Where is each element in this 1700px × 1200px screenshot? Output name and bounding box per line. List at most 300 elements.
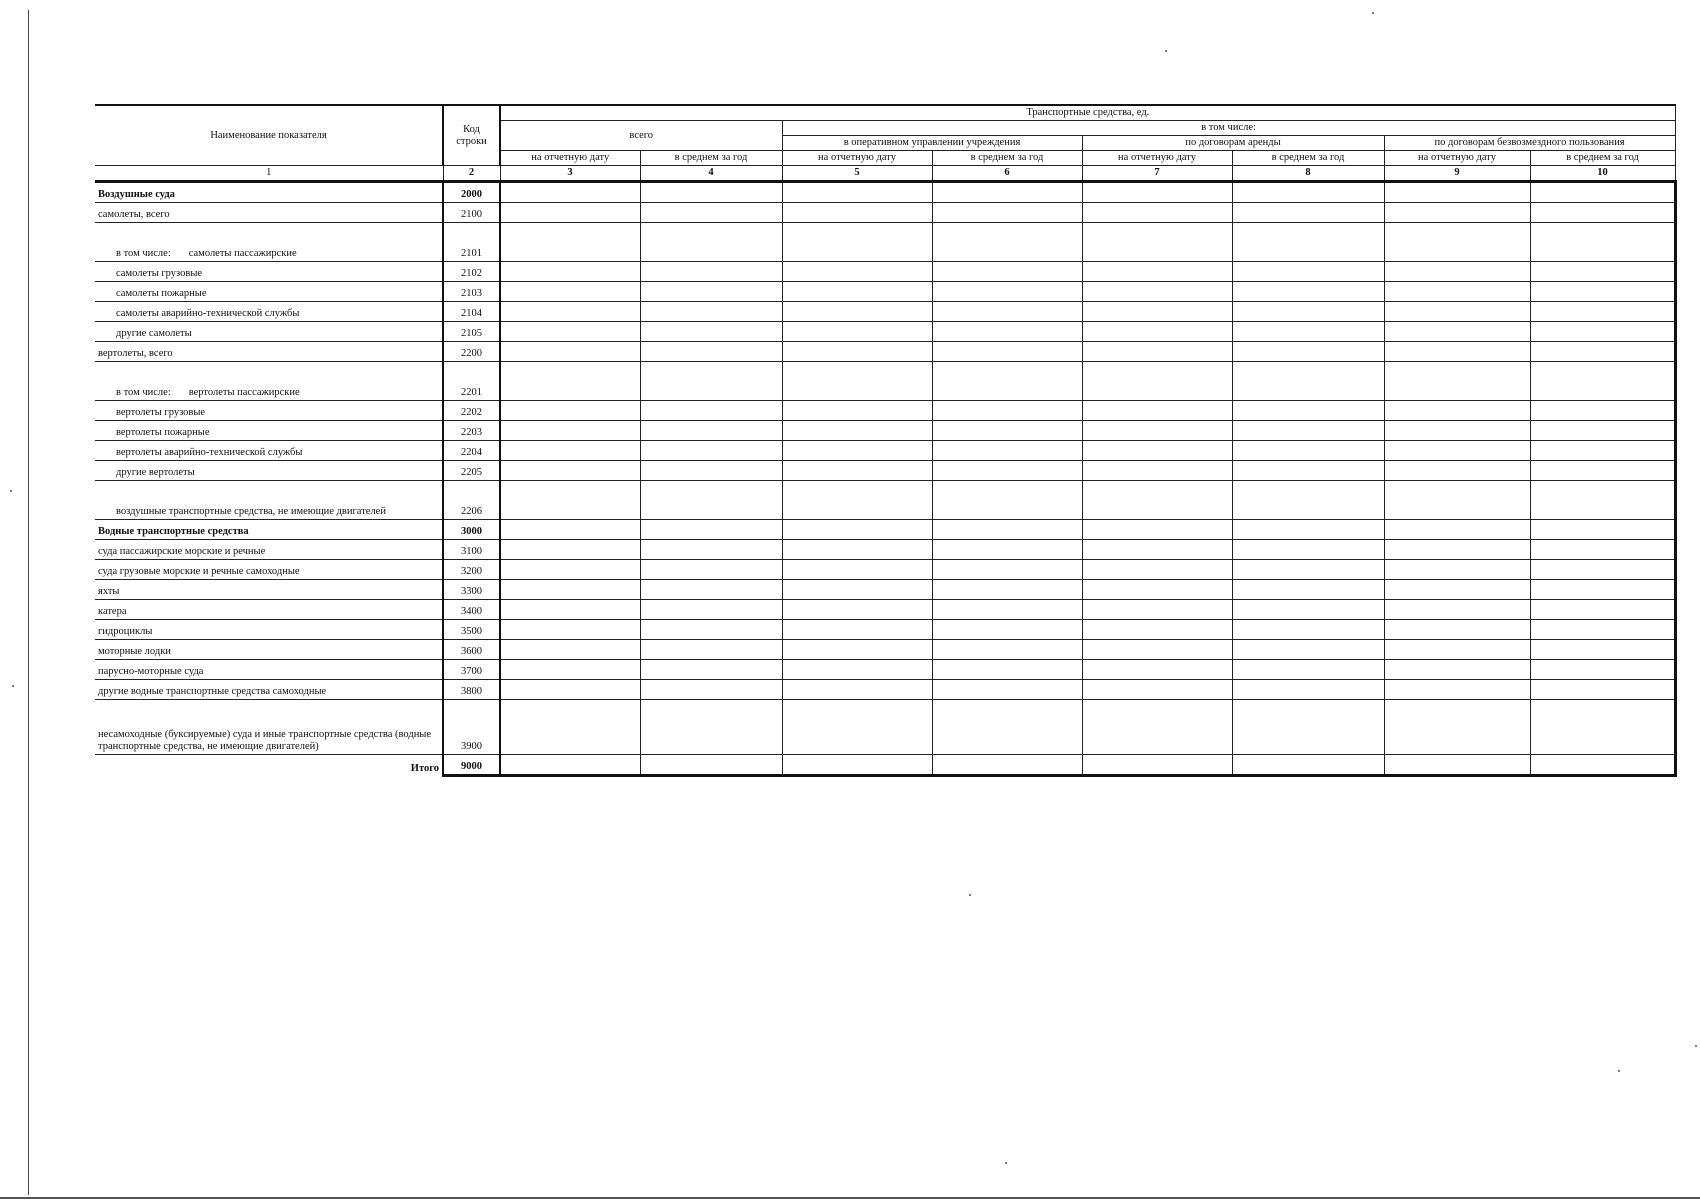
value-cell[interactable] <box>1384 680 1530 700</box>
value-cell[interactable] <box>640 362 782 401</box>
value-cell[interactable] <box>500 620 640 640</box>
value-cell[interactable] <box>1232 560 1384 580</box>
row-name <box>95 182 443 203</box>
value-cell[interactable] <box>932 600 1082 620</box>
value-cell[interactable] <box>1082 362 1232 401</box>
value-cell[interactable] <box>1530 262 1675 282</box>
value-cell[interactable] <box>932 461 1082 481</box>
value-cell[interactable] <box>1082 401 1232 421</box>
table-row <box>95 302 1675 322</box>
value-cell[interactable] <box>1082 182 1232 203</box>
value-cell[interactable] <box>932 203 1082 223</box>
value-cell[interactable] <box>1232 620 1384 640</box>
value-cell[interactable] <box>782 560 932 580</box>
value-cell[interactable] <box>640 620 782 640</box>
scan-speck <box>1005 1162 1007 1164</box>
value-cell[interactable] <box>932 421 1082 441</box>
scan-bottom-edge <box>0 1197 1700 1199</box>
value-cell[interactable] <box>1384 362 1530 401</box>
value-cell[interactable] <box>782 680 932 700</box>
value-cell[interactable] <box>1232 660 1384 680</box>
value-cell[interactable] <box>1082 680 1232 700</box>
value-cell[interactable] <box>500 401 640 421</box>
table-row <box>95 223 1675 262</box>
row-name-text: гидроциклы <box>98 626 153 638</box>
value-cell[interactable] <box>640 755 782 776</box>
row-name-text: Итого <box>410 762 439 774</box>
value-cell[interactable] <box>640 421 782 441</box>
value-cell[interactable] <box>640 481 782 520</box>
value-cell[interactable] <box>932 520 1082 540</box>
value-cell[interactable] <box>500 640 640 660</box>
value-cell[interactable] <box>782 223 932 262</box>
table-row <box>95 540 1675 560</box>
value-cell[interactable] <box>1232 755 1384 776</box>
header-avg-year: в среднем за год <box>932 151 1082 166</box>
value-cell[interactable] <box>640 600 782 620</box>
value-cell[interactable] <box>500 223 640 262</box>
value-cell[interactable] <box>1082 342 1232 362</box>
value-cell[interactable] <box>1384 620 1530 640</box>
value-cell[interactable] <box>1530 342 1675 362</box>
value-cell[interactable] <box>1530 540 1675 560</box>
value-cell[interactable] <box>1082 481 1232 520</box>
value-cell[interactable] <box>932 182 1082 203</box>
table-row <box>95 560 1675 580</box>
value-cell[interactable] <box>932 540 1082 560</box>
value-cell[interactable] <box>782 182 932 203</box>
scan-speck <box>1372 12 1374 14</box>
row-name-text: вертолеты грузовые <box>116 407 206 419</box>
value-cell[interactable] <box>1232 362 1384 401</box>
value-cell[interactable] <box>782 461 932 481</box>
value-cell[interactable] <box>500 481 640 520</box>
value-cell[interactable] <box>782 640 932 660</box>
table-row <box>95 441 1675 461</box>
value-cell[interactable] <box>640 282 782 302</box>
value-cell[interactable] <box>1384 282 1530 302</box>
value-cell[interactable] <box>1232 223 1384 262</box>
value-cell[interactable] <box>1232 322 1384 342</box>
row-code: 2204 <box>443 441 500 461</box>
value-cell[interactable] <box>1082 600 1232 620</box>
scan-speck <box>1165 50 1167 52</box>
value-cell[interactable] <box>640 520 782 540</box>
value-cell[interactable] <box>1530 441 1675 461</box>
value-cell[interactable] <box>1530 755 1675 776</box>
value-cell[interactable] <box>782 540 932 560</box>
value-cell[interactable] <box>1082 620 1232 640</box>
value-cell[interactable] <box>1082 441 1232 461</box>
value-cell[interactable] <box>1530 203 1675 223</box>
value-cell[interactable] <box>1232 262 1384 282</box>
value-cell[interactable] <box>640 322 782 342</box>
value-cell[interactable] <box>932 560 1082 580</box>
value-cell[interactable] <box>782 580 932 600</box>
header-line-code: Код строки <box>443 105 500 166</box>
row-code: 9000 <box>443 755 500 776</box>
row-code: 2205 <box>443 461 500 481</box>
value-cell[interactable] <box>1232 540 1384 560</box>
value-cell[interactable] <box>640 680 782 700</box>
value-cell[interactable] <box>1232 461 1384 481</box>
value-cell[interactable] <box>1232 481 1384 520</box>
value-cell[interactable] <box>1530 182 1675 203</box>
scan-speck <box>10 490 12 492</box>
table-row <box>95 421 1675 441</box>
value-cell[interactable] <box>1530 481 1675 520</box>
value-cell[interactable] <box>782 660 932 680</box>
value-cell[interactable] <box>1232 282 1384 302</box>
value-cell[interactable] <box>640 540 782 560</box>
row-name-text: другие самолеты <box>116 328 192 340</box>
value-cell[interactable] <box>932 481 1082 520</box>
value-cell[interactable] <box>1384 461 1530 481</box>
value-cell[interactable] <box>1082 520 1232 540</box>
value-cell[interactable] <box>640 401 782 421</box>
row-code: 3800 <box>443 680 500 700</box>
value-cell[interactable] <box>1082 560 1232 580</box>
value-cell[interactable] <box>500 203 640 223</box>
header-on-date: на отчетную дату <box>500 151 640 166</box>
row-name <box>95 620 443 640</box>
value-cell[interactable] <box>500 282 640 302</box>
value-cell[interactable] <box>1232 441 1384 461</box>
value-cell[interactable] <box>1082 640 1232 660</box>
value-cell[interactable] <box>1384 580 1530 600</box>
value-cell[interactable] <box>782 302 932 322</box>
value-cell[interactable] <box>1232 600 1384 620</box>
value-cell[interactable] <box>782 203 932 223</box>
value-cell[interactable] <box>782 342 932 362</box>
scan-left-edge <box>28 10 29 1195</box>
value-cell[interactable] <box>1384 322 1530 342</box>
value-cell[interactable] <box>640 342 782 362</box>
row-code: 3200 <box>443 560 500 580</box>
row-name <box>95 600 443 620</box>
value-cell[interactable] <box>1384 540 1530 560</box>
value-cell[interactable] <box>1232 203 1384 223</box>
value-cell[interactable] <box>640 182 782 203</box>
row-name <box>95 680 443 700</box>
row-code: 2202 <box>443 401 500 421</box>
value-cell[interactable] <box>640 580 782 600</box>
value-cell[interactable] <box>932 362 1082 401</box>
column-number: 7 <box>1082 166 1232 182</box>
value-cell[interactable] <box>500 262 640 282</box>
value-cell[interactable] <box>932 755 1082 776</box>
value-cell[interactable] <box>640 302 782 322</box>
value-cell[interactable] <box>1232 182 1384 203</box>
value-cell[interactable] <box>500 660 640 680</box>
row-name-text: самолеты грузовые <box>116 268 203 280</box>
value-cell[interactable] <box>1082 580 1232 600</box>
value-cell[interactable] <box>1082 322 1232 342</box>
value-cell[interactable] <box>1530 461 1675 481</box>
value-cell[interactable] <box>1530 640 1675 660</box>
value-cell[interactable] <box>1384 223 1530 262</box>
row-code: 2103 <box>443 282 500 302</box>
value-cell[interactable] <box>1082 700 1232 755</box>
row-name <box>95 540 443 560</box>
row-code: 2206 <box>443 481 500 520</box>
value-cell[interactable] <box>782 755 932 776</box>
value-cell[interactable] <box>1384 640 1530 660</box>
value-cell[interactable] <box>1232 520 1384 540</box>
table-row <box>95 401 1675 421</box>
value-cell[interactable] <box>782 441 932 461</box>
value-cell[interactable] <box>1232 302 1384 322</box>
value-cell[interactable] <box>1530 362 1675 401</box>
value-cell[interactable] <box>932 700 1082 755</box>
value-cell[interactable] <box>1384 203 1530 223</box>
row-code: 3400 <box>443 600 500 620</box>
value-cell[interactable] <box>1384 700 1530 755</box>
value-cell[interactable] <box>1082 223 1232 262</box>
table-body <box>95 182 1675 776</box>
value-cell[interactable] <box>1530 322 1675 342</box>
header-avg-year: в среднем за год <box>640 151 782 166</box>
table-row <box>95 640 1675 660</box>
value-cell[interactable] <box>932 282 1082 302</box>
row-name-text: вертолеты аварийно-технической службы <box>116 447 303 459</box>
value-cell[interactable] <box>932 441 1082 461</box>
row-code: 2203 <box>443 421 500 441</box>
row-code: 2201 <box>443 362 500 401</box>
value-cell[interactable] <box>500 182 640 203</box>
value-cell[interactable] <box>782 620 932 640</box>
row-code: 3000 <box>443 520 500 540</box>
value-cell[interactable] <box>932 680 1082 700</box>
value-cell[interactable] <box>500 680 640 700</box>
value-cell[interactable] <box>782 700 932 755</box>
value-cell[interactable] <box>1384 481 1530 520</box>
row-code: 3600 <box>443 640 500 660</box>
value-cell[interactable] <box>500 600 640 620</box>
value-cell[interactable] <box>500 580 640 600</box>
value-cell[interactable] <box>932 262 1082 282</box>
value-cell[interactable] <box>932 322 1082 342</box>
column-number: 10 <box>1530 166 1675 182</box>
value-cell[interactable] <box>782 481 932 520</box>
row-name <box>95 580 443 600</box>
value-cell[interactable] <box>1232 421 1384 441</box>
value-cell[interactable] <box>932 401 1082 421</box>
column-number: 3 <box>500 166 640 182</box>
value-cell[interactable] <box>932 580 1082 600</box>
value-cell[interactable] <box>1384 441 1530 461</box>
value-cell[interactable] <box>1082 421 1232 441</box>
table-row <box>95 182 1675 203</box>
value-cell[interactable] <box>1530 302 1675 322</box>
table-row <box>95 203 1675 223</box>
value-cell[interactable] <box>640 441 782 461</box>
value-cell[interactable] <box>500 755 640 776</box>
value-cell[interactable] <box>932 302 1082 322</box>
value-cell[interactable] <box>1082 461 1232 481</box>
row-name <box>95 282 443 302</box>
value-cell[interactable] <box>640 660 782 680</box>
value-cell[interactable] <box>500 342 640 362</box>
value-cell[interactable] <box>640 461 782 481</box>
row-name <box>95 401 443 421</box>
value-cell[interactable] <box>1530 421 1675 441</box>
row-name <box>95 755 443 776</box>
value-cell[interactable] <box>1232 700 1384 755</box>
row-code: 2200 <box>443 342 500 362</box>
row-code: 3700 <box>443 660 500 680</box>
value-cell[interactable] <box>640 700 782 755</box>
value-cell[interactable] <box>1530 520 1675 540</box>
column-number: 8 <box>1232 166 1384 182</box>
value-cell[interactable] <box>1082 755 1232 776</box>
table-row <box>95 700 1675 755</box>
value-cell[interactable] <box>1082 302 1232 322</box>
value-cell[interactable] <box>782 421 932 441</box>
value-cell[interactable] <box>640 560 782 580</box>
value-cell[interactable] <box>782 600 932 620</box>
header-transport-title: Транспортные средства, ед. <box>500 105 1675 121</box>
value-cell[interactable] <box>1082 203 1232 223</box>
value-cell[interactable] <box>640 203 782 223</box>
value-cell[interactable] <box>500 421 640 441</box>
value-cell[interactable] <box>1082 540 1232 560</box>
value-cell[interactable] <box>1530 700 1675 755</box>
row-name <box>95 461 443 481</box>
row-code: 3900 <box>443 700 500 755</box>
value-cell[interactable] <box>1384 182 1530 203</box>
value-cell[interactable] <box>1530 600 1675 620</box>
header-total-group: всего <box>500 121 782 151</box>
row-code: 2105 <box>443 322 500 342</box>
value-cell[interactable] <box>500 520 640 540</box>
value-cell[interactable] <box>1384 560 1530 580</box>
value-cell[interactable] <box>1384 660 1530 680</box>
row-name-text: самолеты пожарные <box>116 288 207 300</box>
header-on-date: на отчетную дату <box>782 151 932 166</box>
value-cell[interactable] <box>1082 660 1232 680</box>
row-name-text: моторные лодки <box>98 646 171 658</box>
row-name-text: суда грузовые морские и речные самоходные <box>98 566 300 578</box>
value-cell[interactable] <box>500 700 640 755</box>
value-cell[interactable] <box>932 660 1082 680</box>
header-operative-management: в оперативном управлении учреждения <box>782 136 1082 151</box>
value-cell[interactable] <box>1082 262 1232 282</box>
value-cell[interactable] <box>932 342 1082 362</box>
row-sub-lead: в том числе: <box>116 248 171 260</box>
header-free-use-contracts: по договорам безвозмездного пользования <box>1384 136 1675 151</box>
table-row <box>95 755 1675 776</box>
value-cell[interactable] <box>782 401 932 421</box>
value-cell[interactable] <box>1530 282 1675 302</box>
value-cell[interactable] <box>1530 560 1675 580</box>
row-name <box>95 640 443 660</box>
header-including-group: в том числе: <box>782 121 1675 136</box>
value-cell[interactable] <box>1530 401 1675 421</box>
row-name-text: парусно-моторные суда <box>98 666 204 678</box>
value-cell[interactable] <box>782 262 932 282</box>
value-cell[interactable] <box>1384 600 1530 620</box>
value-cell[interactable] <box>1232 640 1384 660</box>
scan-speck <box>969 894 971 896</box>
value-cell[interactable] <box>500 540 640 560</box>
row-name-text: самолеты, всего <box>98 209 170 221</box>
value-cell[interactable] <box>782 520 932 540</box>
value-cell[interactable] <box>1384 421 1530 441</box>
value-cell[interactable] <box>1530 660 1675 680</box>
row-name <box>95 223 443 262</box>
row-name-text: несамоходные (буксируемые) суда и иные транспортные средства (водные транспортные средства, не имеющие двигателей) <box>98 729 432 753</box>
value-cell[interactable] <box>500 461 640 481</box>
value-cell[interactable] <box>1232 342 1384 362</box>
row-name <box>95 700 443 755</box>
value-cell[interactable] <box>640 640 782 660</box>
scan-speck <box>1695 1045 1697 1047</box>
row-code: 2101 <box>443 223 500 262</box>
transport-vehicles-table <box>95 104 1677 777</box>
scan-speck <box>12 685 14 687</box>
header-on-date: на отчетную дату <box>1082 151 1232 166</box>
row-code: 3300 <box>443 580 500 600</box>
value-cell[interactable] <box>1530 680 1675 700</box>
value-cell[interactable] <box>1082 282 1232 302</box>
row-name <box>95 203 443 223</box>
value-cell[interactable] <box>782 322 932 342</box>
value-cell[interactable] <box>932 620 1082 640</box>
value-cell[interactable] <box>1384 342 1530 362</box>
value-cell[interactable] <box>500 362 640 401</box>
column-number: 6 <box>932 166 1082 182</box>
value-cell[interactable] <box>1530 223 1675 262</box>
value-cell[interactable] <box>1384 302 1530 322</box>
row-name <box>95 520 443 540</box>
value-cell[interactable] <box>1232 680 1384 700</box>
value-cell[interactable] <box>1530 620 1675 640</box>
value-cell[interactable] <box>1384 755 1530 776</box>
table-row <box>95 362 1675 401</box>
value-cell[interactable] <box>932 223 1082 262</box>
value-cell[interactable] <box>500 302 640 322</box>
column-number: 1 <box>95 166 443 182</box>
value-cell[interactable] <box>500 560 640 580</box>
value-cell[interactable] <box>1232 401 1384 421</box>
row-code: 2100 <box>443 203 500 223</box>
value-cell[interactable] <box>1384 520 1530 540</box>
value-cell[interactable] <box>782 282 932 302</box>
table-row <box>95 322 1675 342</box>
column-number: 2 <box>443 166 500 182</box>
row-name-text: другие водные транспортные средства самоходные <box>98 686 327 698</box>
value-cell[interactable] <box>640 262 782 282</box>
value-cell[interactable] <box>1384 401 1530 421</box>
row-name-text: воздушные транспортные средства, не имеющие двигателей <box>116 506 386 518</box>
value-cell[interactable] <box>640 223 782 262</box>
value-cell[interactable] <box>500 322 640 342</box>
value-cell[interactable] <box>500 441 640 461</box>
header-avg-year: в среднем за год <box>1232 151 1384 166</box>
value-cell[interactable] <box>1232 580 1384 600</box>
row-name-text: вертолеты пассажирские <box>188 387 300 399</box>
value-cell[interactable] <box>1384 262 1530 282</box>
value-cell[interactable] <box>782 362 932 401</box>
row-name <box>95 342 443 362</box>
table-row <box>95 262 1675 282</box>
value-cell[interactable] <box>1530 580 1675 600</box>
row-name-text: вертолеты пожарные <box>116 427 210 439</box>
column-number: 4 <box>640 166 782 182</box>
table-row <box>95 461 1675 481</box>
value-cell[interactable] <box>932 640 1082 660</box>
